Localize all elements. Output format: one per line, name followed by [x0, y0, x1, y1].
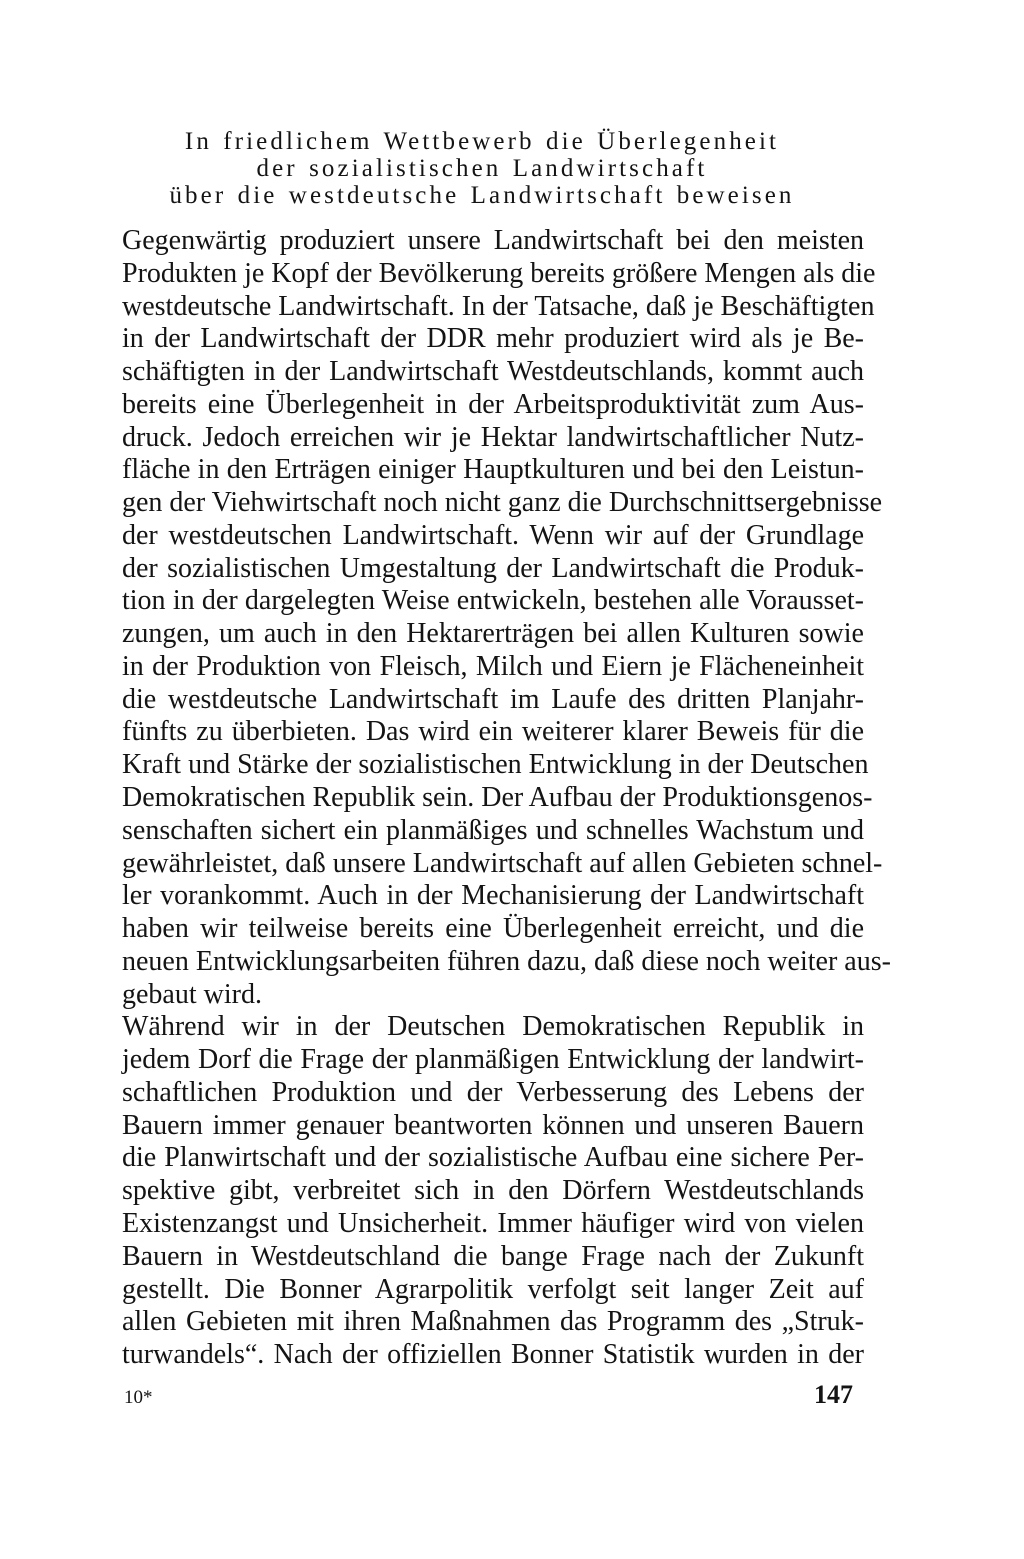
text-line: Gegenwärtig produziert unsere Landwirtschaft bei den meisten — [122, 225, 864, 256]
text-line: turwandels“. Nach der offiziellen Bonner Statistik wurden in der — [122, 1339, 864, 1371]
text-line: in der Produktion von Fleisch, Milch und Eiern je Flächeneinheit — [122, 650, 864, 682]
text-line: in der Landwirtschaft der DDR mehr produziert wird als je Be- — [122, 323, 864, 355]
text-line: schäftigten in der Landwirtschaft Westdeutschlands, kommt auch — [122, 356, 864, 388]
text-line: Kraft und Stärke der sozialistischen Entwicklung in der Deutschen — [122, 749, 869, 781]
text-line: jedem Dorf die Frage der planmäßigen Entwicklung der landwirt- — [122, 1044, 864, 1076]
chapter-heading — [122, 128, 842, 209]
text-line: der sozialistischen Umgestaltung der Landwirtschaft die Produk- — [122, 552, 864, 584]
page-number: 147 — [814, 1380, 853, 1409]
text-line: zungen, um auch in den Hektarerträgen bei allen Kulturen sowie — [122, 618, 864, 650]
text-line: Produkten je Kopf der Bevölkerung bereits größere Mengen als die — [122, 257, 876, 289]
text-line: die Planwirtschaft und der sozialistische Aufbau eine sichere Per- — [122, 1142, 864, 1174]
text-line: druck. Jedoch erreichen wir je Hektar landwirtschaftlicher Nutz- — [122, 421, 864, 453]
heading-line: der sozialistischen Landwirtschaft — [256, 155, 708, 182]
body-text — [122, 225, 891, 1372]
text-line: Demokratischen Republik sein. Der Aufbau der Produktionsgenos- — [122, 782, 873, 814]
text-line: westdeutsche Landwirtschaft. In der Tatsache, daß je Beschäftigten — [122, 290, 875, 322]
text-line: neuen Entwicklungsarbeiten führen dazu, daß diese noch weiter aus- — [122, 945, 891, 977]
text-line: die westdeutsche Landwirtschaft im Laufe des dritten Planjahr- — [122, 683, 864, 715]
text-line: Bauern immer genauer beantworten können und unseren Bauern — [122, 1109, 864, 1141]
text-line: senschaften sichert ein planmäßiges und schnelles Wachstum und — [122, 814, 864, 846]
text-line: tion in der dargelegten Weise entwickeln, bestehen alle Vorausset- — [122, 585, 864, 617]
text-line: fünfts zu überbieten. Das wird ein weiterer klarer Beweis für die — [122, 716, 864, 748]
text-line: haben wir teilweise bereits eine Überlegenheit erreicht, und die — [122, 913, 864, 945]
text-line: ler vorankommt. Auch in der Mechanisierung der Landwirtschaft — [122, 880, 864, 912]
text-line: fläche in den Erträgen einiger Hauptkulturen und bei den Leistun- — [122, 454, 864, 486]
text-line: gebaut wird. — [122, 978, 262, 1010]
text-line: Während wir in der Deutschen Demokratischen Republik in — [122, 1011, 864, 1043]
text-line: gestellt. Die Bonner Agrarpolitik verfolgt seit langer Zeit auf — [122, 1273, 864, 1305]
text-line: allen Gebieten mit ihren Maßnahmen das Programm des „Struk- — [122, 1306, 864, 1338]
text-line: Existenzangst und Unsicherheit. Immer häufiger wird von vielen — [122, 1207, 864, 1239]
text-line: der westdeutschen Landwirtschaft. Wenn wir auf der Grundlage — [122, 519, 864, 551]
text-line: gewährleistet, daß unsere Landwirtschaft auf allen Gebieten schnel- — [122, 847, 883, 879]
text-line: schaftlichen Produktion und der Verbesserung des Lebens der — [122, 1076, 864, 1108]
text-line: bereits eine Überlegenheit in der Arbeitsproduktivität zum Aus- — [122, 388, 864, 420]
heading-line: über die westdeutsche Landwirtschaft beweisen — [169, 182, 795, 209]
text-line: Bauern in Westdeutschland die bange Frage nach der Zukunft — [122, 1240, 864, 1272]
text-line: gen der Viehwirtschaft noch nicht ganz die Durchschnittsergebnisse — [122, 487, 883, 519]
heading-line: In friedlichem Wettbewerb die Überlegenheit — [184, 128, 780, 155]
signature-mark: 10* — [124, 1387, 153, 1408]
text-line: spektive gibt, verbreitet sich in den Dörfern Westdeutschlands — [122, 1175, 864, 1207]
